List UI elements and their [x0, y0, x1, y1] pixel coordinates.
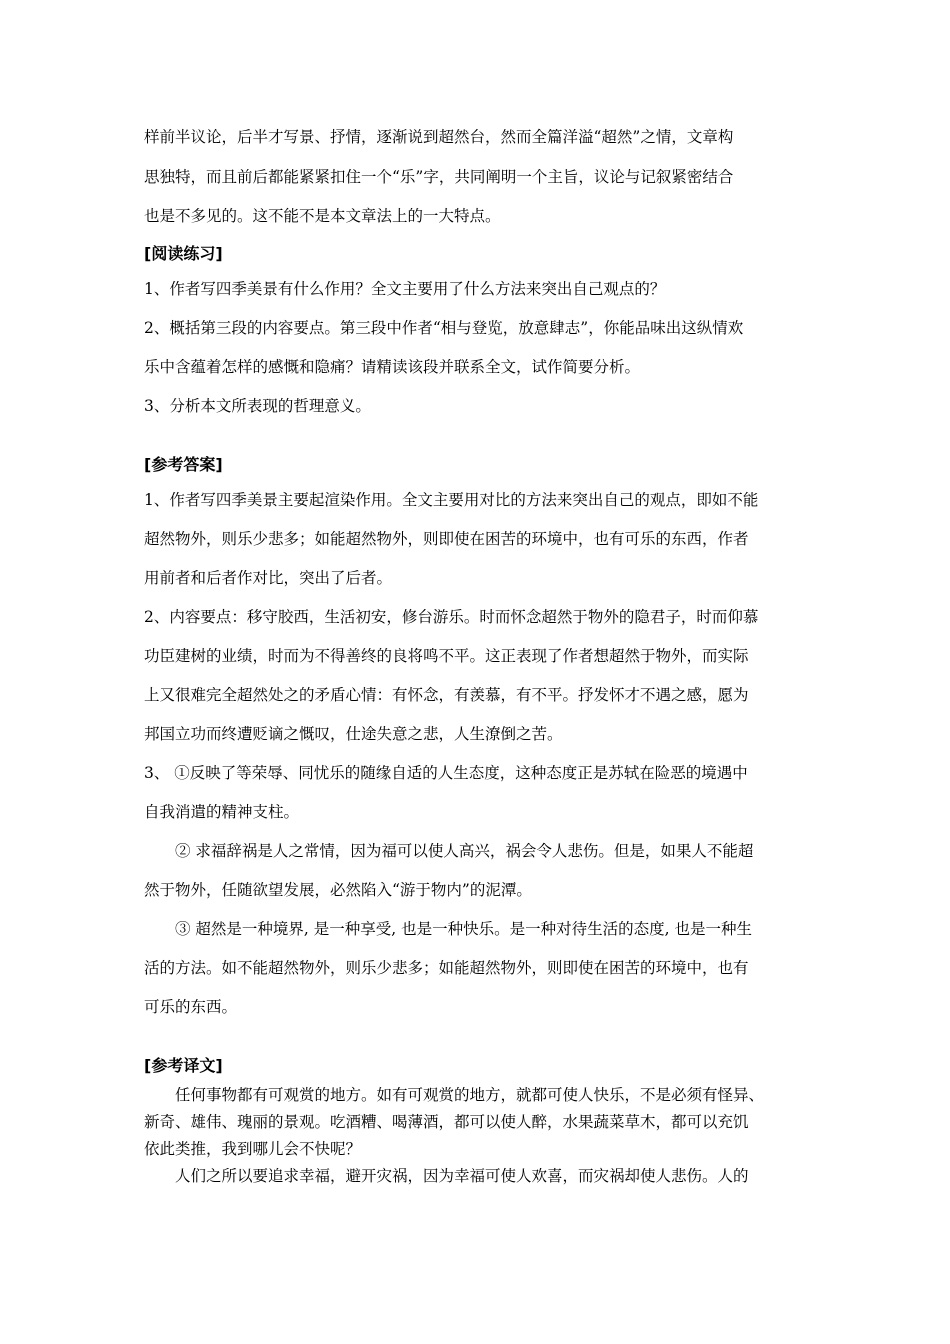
- answers-section: [144, 481, 812, 1027]
- translation-section: [144, 1082, 812, 1190]
- spacer: [144, 426, 812, 448]
- answer-3-3-line: 可乐的东西。: [144, 997, 238, 1016]
- answer-2-line: 2、内容要点：移守胶西，生活初安，修台游乐。时而怀念超然于物外的隐君子，时而仰慕: [144, 607, 759, 626]
- answer-1-line: 1、作者写四季美景主要起渲染作用。全文主要用对比的方法来突出自己的观点，即如不能: [144, 490, 759, 509]
- answers-heading: [参考答案]: [144, 454, 223, 474]
- answer-1-line: 超然物外，则乐少悲多；如能超然物外，则即使在困苦的环境中，也有可乐的东西，作者: [144, 529, 749, 548]
- translation-line: 依此类推，我到哪儿会不快呢？: [144, 1139, 362, 1158]
- translation-heading: [参考译文]: [144, 1055, 223, 1075]
- translation-line: 新奇、雄伟、瑰丽的景观。吃酒糟、喝薄酒，都可以使人醉，水果蔬菜草木，都可以充饥: [144, 1112, 749, 1131]
- question-2-line: 乐中含蕴着怎样的感慨和隐痛？请精读该段并联系全文，试作简要分析。: [144, 357, 641, 376]
- answer-3-1-line: 3、 ①反映了等荣辱、同忧乐的随缘自适的人生态度，这种态度正是苏轼在险恶的境遇中: [144, 763, 748, 782]
- exercise-heading: [阅读练习]: [144, 243, 223, 263]
- answer-3-3-line: 活的方法。如不能超然物外，则乐少悲多；如能超然物外，则即使在困苦的环境中，也有: [144, 958, 749, 977]
- text-line: 样前半议论，后半才写景、抒情，逐渐说到超然台，然而全篇洋溢“超然”之情，文章构: [144, 128, 734, 146]
- answer-3-1-line: 自我消遣的精神支柱。: [144, 802, 300, 821]
- answer-3-3-line: ③ 超然是一种境界, 是一种享受, 也是一种快乐。是一种对待生活的态度, 也是一种生: [175, 919, 752, 938]
- text-line: 思独特，而且前后都能紧紧扣住一个“乐”字，共同阐明一个主旨，议论与记叙紧密结合: [144, 167, 734, 186]
- answer-2-line: 邦国立功而终遭贬谪之慨叹，仕途失意之悲，人生潦倒之苦。: [144, 724, 563, 743]
- translation-line: 任何事物都有可观赏的地方。如有可观赏的地方，就都可使人快乐，不是必须有怪异、: [175, 1085, 765, 1104]
- question-3: 3、分析本文所表现的哲理意义。: [144, 396, 371, 415]
- translation-line: 人们之所以要追求幸福，避开灾祸，因为幸福可使人欢喜，而灾祸却使人悲伤。人的: [175, 1166, 749, 1185]
- answer-2-line: 功臣建树的业绩，时而为不得善终的良将鸣不平。这正表现了作者想超然于物外，而实际: [144, 646, 749, 665]
- spacer: [144, 1027, 812, 1049]
- exercise-section: [144, 270, 812, 426]
- intro-paragraph: [144, 118, 812, 237]
- question-2-line: 2、概括第三段的内容要点。第三段中作者“相与登览，放意肆志”，你能品味出这纵情欢: [144, 318, 744, 337]
- document-page: [144, 118, 812, 1190]
- text-line: 也是不多见的。这不能不是本文章法上的一大特点。: [144, 207, 501, 225]
- question-1: 1、作者写四季美景有什么作用？全文主要用了什么方法来突出自己观点的？: [144, 279, 666, 298]
- answer-3-2-line: ② 求福辞祸是人之常情，因为福可以使人高兴，祸会令人悲伤。但是，如果人不能超: [175, 841, 754, 860]
- answer-1-line: 用前者和后者作对比，突出了后者。: [144, 568, 393, 587]
- answer-2-line: 上又很难完全超然处之的矛盾心情：有怀念，有羡慕，有不平。抒发怀才不遇之感，愿为: [144, 685, 749, 704]
- answer-3-2-line: 然于物外，任随欲望发展，必然陷入“游于物内”的泥潭。: [144, 880, 532, 899]
